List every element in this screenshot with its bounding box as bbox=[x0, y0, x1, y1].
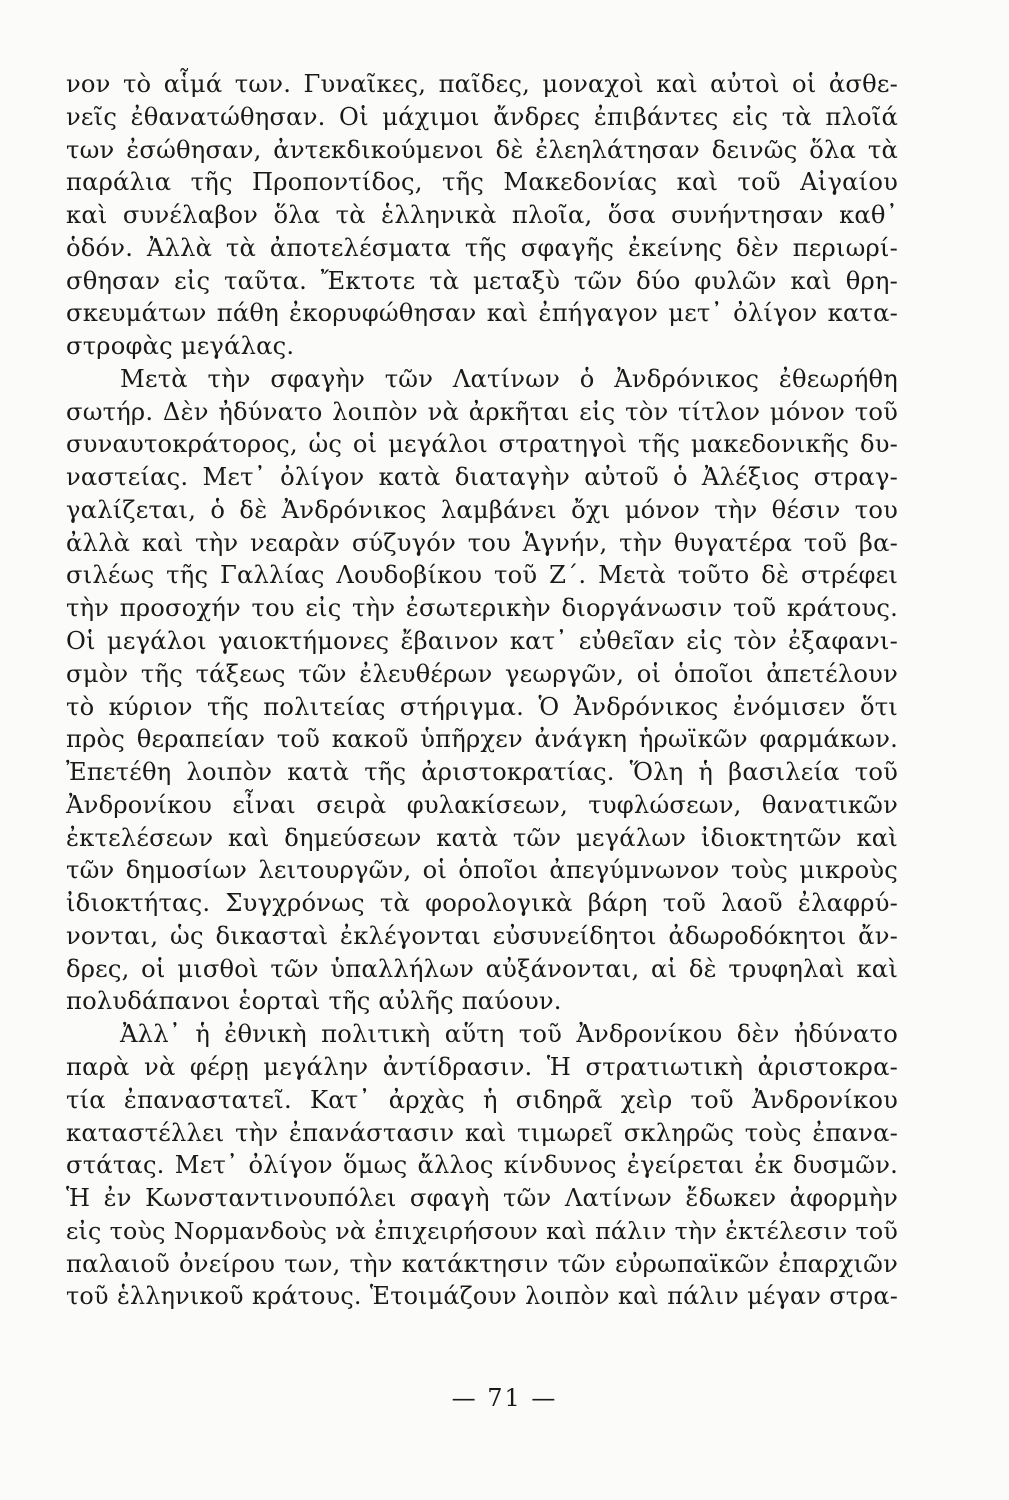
text-line: σθησαν εἰς ταῦτα. Ἔκτοτε τὰ μεταξὺ τῶν δύο φυλῶν καὶ θρη- bbox=[66, 266, 898, 295]
text-line: ναστείας. Μετ᾽ ὀλίγον κατὰ διαταγὴν αὐτοῦ ὁ Ἀλέξιος στραγ- bbox=[66, 463, 898, 492]
text-line: τὸ κύριον τῆς πολιτείας στήριγμα. Ὁ Ἀνδρόνικος ἐνόμισεν ὅτι bbox=[66, 692, 898, 721]
text-line: τία ἐπαναστατεῖ. Κατ᾽ ἀρχὰς ἡ σιδηρᾶ χεὶρ τοῦ Ἀνδρονίκου bbox=[66, 1085, 898, 1114]
text-line: στάτας. Μετ᾽ ὀλίγον ὅμως ἄλλος κίνδυνος ἐγείρεται ἐκ δυσμῶν. bbox=[66, 1151, 898, 1180]
text-line: σκευμάτων πάθη ἐκορυφώθησαν καὶ ἐπήγαγον μετ᾽ ὀλίγον κατα- bbox=[66, 299, 898, 328]
text-line: ἐκτελέσεων καὶ δημεύσεων κατὰ τῶν μεγάλων ἰδιοκτητῶν καὶ bbox=[66, 823, 898, 852]
text-line: συναυτοκράτορος, ὡς οἱ μεγάλοι στρατηγοὶ τῆς μακεδονικῆς δυ- bbox=[66, 430, 898, 459]
page-number: — 71 — bbox=[451, 1384, 558, 1412]
text-line: Μετὰ τὴν σφαγὴν τῶν Λατίνων ὁ Ἀνδρόνικος ἐθεωρήθη bbox=[120, 364, 898, 393]
text-line: Οἱ μεγάλοι γαιοκτήμονες ἔβαινον κατ᾽ εὐθεῖαν εἰς τὸν ἐξαφανι- bbox=[66, 627, 898, 656]
text-line: παλαιοῦ ὀνείρου των, τὴν κατάκτησιν τῶν εὐρωπαϊκῶν ἐπαρχιῶν bbox=[66, 1249, 898, 1278]
text-line: νον τὸ αἷμά των. Γυναῖκες, παῖδες, μοναχοὶ καὶ αὐτοὶ οἱ ἀσθε- bbox=[66, 70, 898, 98]
text-line: παράλια τῆς Προποντίδος, τῆς Μακεδονίας καὶ τοῦ Αἰγαίου bbox=[66, 168, 898, 197]
text-line: στροφὰς μεγάλας. bbox=[66, 332, 295, 361]
text-line: σιλέως τῆς Γαλλίας Λουδοβίκου τοῦ Ζ΄. Μετὰ τοῦτο δὲ στρέφει bbox=[66, 561, 898, 590]
text-line: σωτήρ. Δὲν ἠδύνατο λοιπὸν νὰ ἀρκῆται εἰς τὸν τίτλον μόνον τοῦ bbox=[66, 397, 898, 426]
text-line: Ἐπετέθη λοιπὸν κατὰ τῆς ἀριστοκρατίας. Ὅλη ἡ βασιλεία τοῦ bbox=[66, 758, 898, 787]
text-line: τὴν προσοχήν του εἰς τὴν ἐσωτερικὴν διοργάνωσιν τοῦ κράτους. bbox=[66, 594, 898, 623]
text-line: Ἀλλ᾽ ἡ ἐθνικὴ πολιτικὴ αὕτη τοῦ Ἀνδρονίκου δὲν ἠδύνατο bbox=[120, 1020, 898, 1049]
text-line: γαλίζεται, ὁ δὲ Ἀνδρόνικος λαμβάνει ὄχι μόνον τὴν θέσιν του bbox=[66, 495, 898, 524]
text-line: παρὰ νὰ φέρῃ μεγάλην ἀντίδρασιν. Ἡ στρατιωτικὴ ἀριστοκρα- bbox=[66, 1052, 898, 1081]
page-body bbox=[66, 68, 898, 1368]
text-line: δρες, οἱ μισθοὶ τῶν ὑπαλλήλων αὐξάνονται, αἱ δὲ τρυφηλαὶ καὶ bbox=[66, 954, 898, 983]
text-line: εἰς τοὺς Νορμανδοὺς νὰ ἐπιχειρήσουν καὶ πάλιν τὴν ἐκτέλεσιν τοῦ bbox=[66, 1216, 898, 1245]
text-line: νεῖς ἐθανατώθησαν. Οἱ μάχιμοι ἄνδρες ἐπιβάντες εἰς τὰ πλοῖά bbox=[66, 102, 898, 131]
text-line: των ἐσώθησαν, ἀντεκδικούμενοι δὲ ἐλεηλάτησαν δεινῶς ὅλα τὰ bbox=[66, 135, 898, 164]
text-line: καὶ συνέλαβον ὅλα τὰ ἑλληνικὰ πλοῖα, ὅσα συνήντησαν καθ᾽ bbox=[66, 201, 898, 230]
text-line: καταστέλλει τὴν ἐπανάστασιν καὶ τιμωρεῖ σκληρῶς τοὺς ἐπανα- bbox=[66, 1118, 898, 1147]
text-line: ἰδιοκτήτας. Συγχρόνως τὰ φορολογικὰ βάρη τοῦ λαοῦ ἐλαφρύ- bbox=[66, 889, 898, 918]
text-line: νονται, ὡς δικασταὶ ἐκλέγονται εὐσυνείδητοι ἀδωροδόκητοι ἄν- bbox=[66, 921, 898, 950]
text-line: πρὸς θεραπείαν τοῦ κακοῦ ὑπῆρχεν ἀνάγκη ἡρωϊκῶν φαρμάκων. bbox=[66, 725, 898, 754]
text-line: τῶν δημοσίων λειτουργῶν, οἱ ὁποῖοι ἀπεγύμνωνον τοὺς μικροὺς bbox=[66, 856, 898, 885]
text-line: ὁδόν. Ἀλλὰ τὰ ἀποτελέσματα τῆς σφαγῆς ἐκείνης δὲν περιωρί- bbox=[66, 233, 898, 262]
text-line: Ἀνδρονίκου εἶναι σειρὰ φυλακίσεων, τυφλώσεων, θανατικῶν bbox=[66, 790, 898, 819]
text-line: πολυδάπανοι ἑορταὶ τῆς αὐλῆς παύουν. bbox=[66, 987, 562, 1016]
text-line: Ἡ ἐν Κωνσταντινουπόλει σφαγὴ τῶν Λατίνων ἔδωκεν ἀφορμὴν bbox=[66, 1184, 898, 1213]
text-line: σμὸν τῆς τάξεως τῶν ἐλευθέρων γεωργῶν, οἱ ὁποῖοι ἀπετέλουν bbox=[66, 659, 898, 688]
text-line: ἀλλὰ καὶ τὴν νεαρὰν σύζυγόν του Ἁγνήν, τὴν θυγατέρα τοῦ βα- bbox=[66, 528, 898, 557]
text-line: τοῦ ἑλληνικοῦ κράτους. Ἑτοιμάζουν λοιπὸν καὶ πάλιν μέγαν στρα- bbox=[66, 1282, 898, 1311]
